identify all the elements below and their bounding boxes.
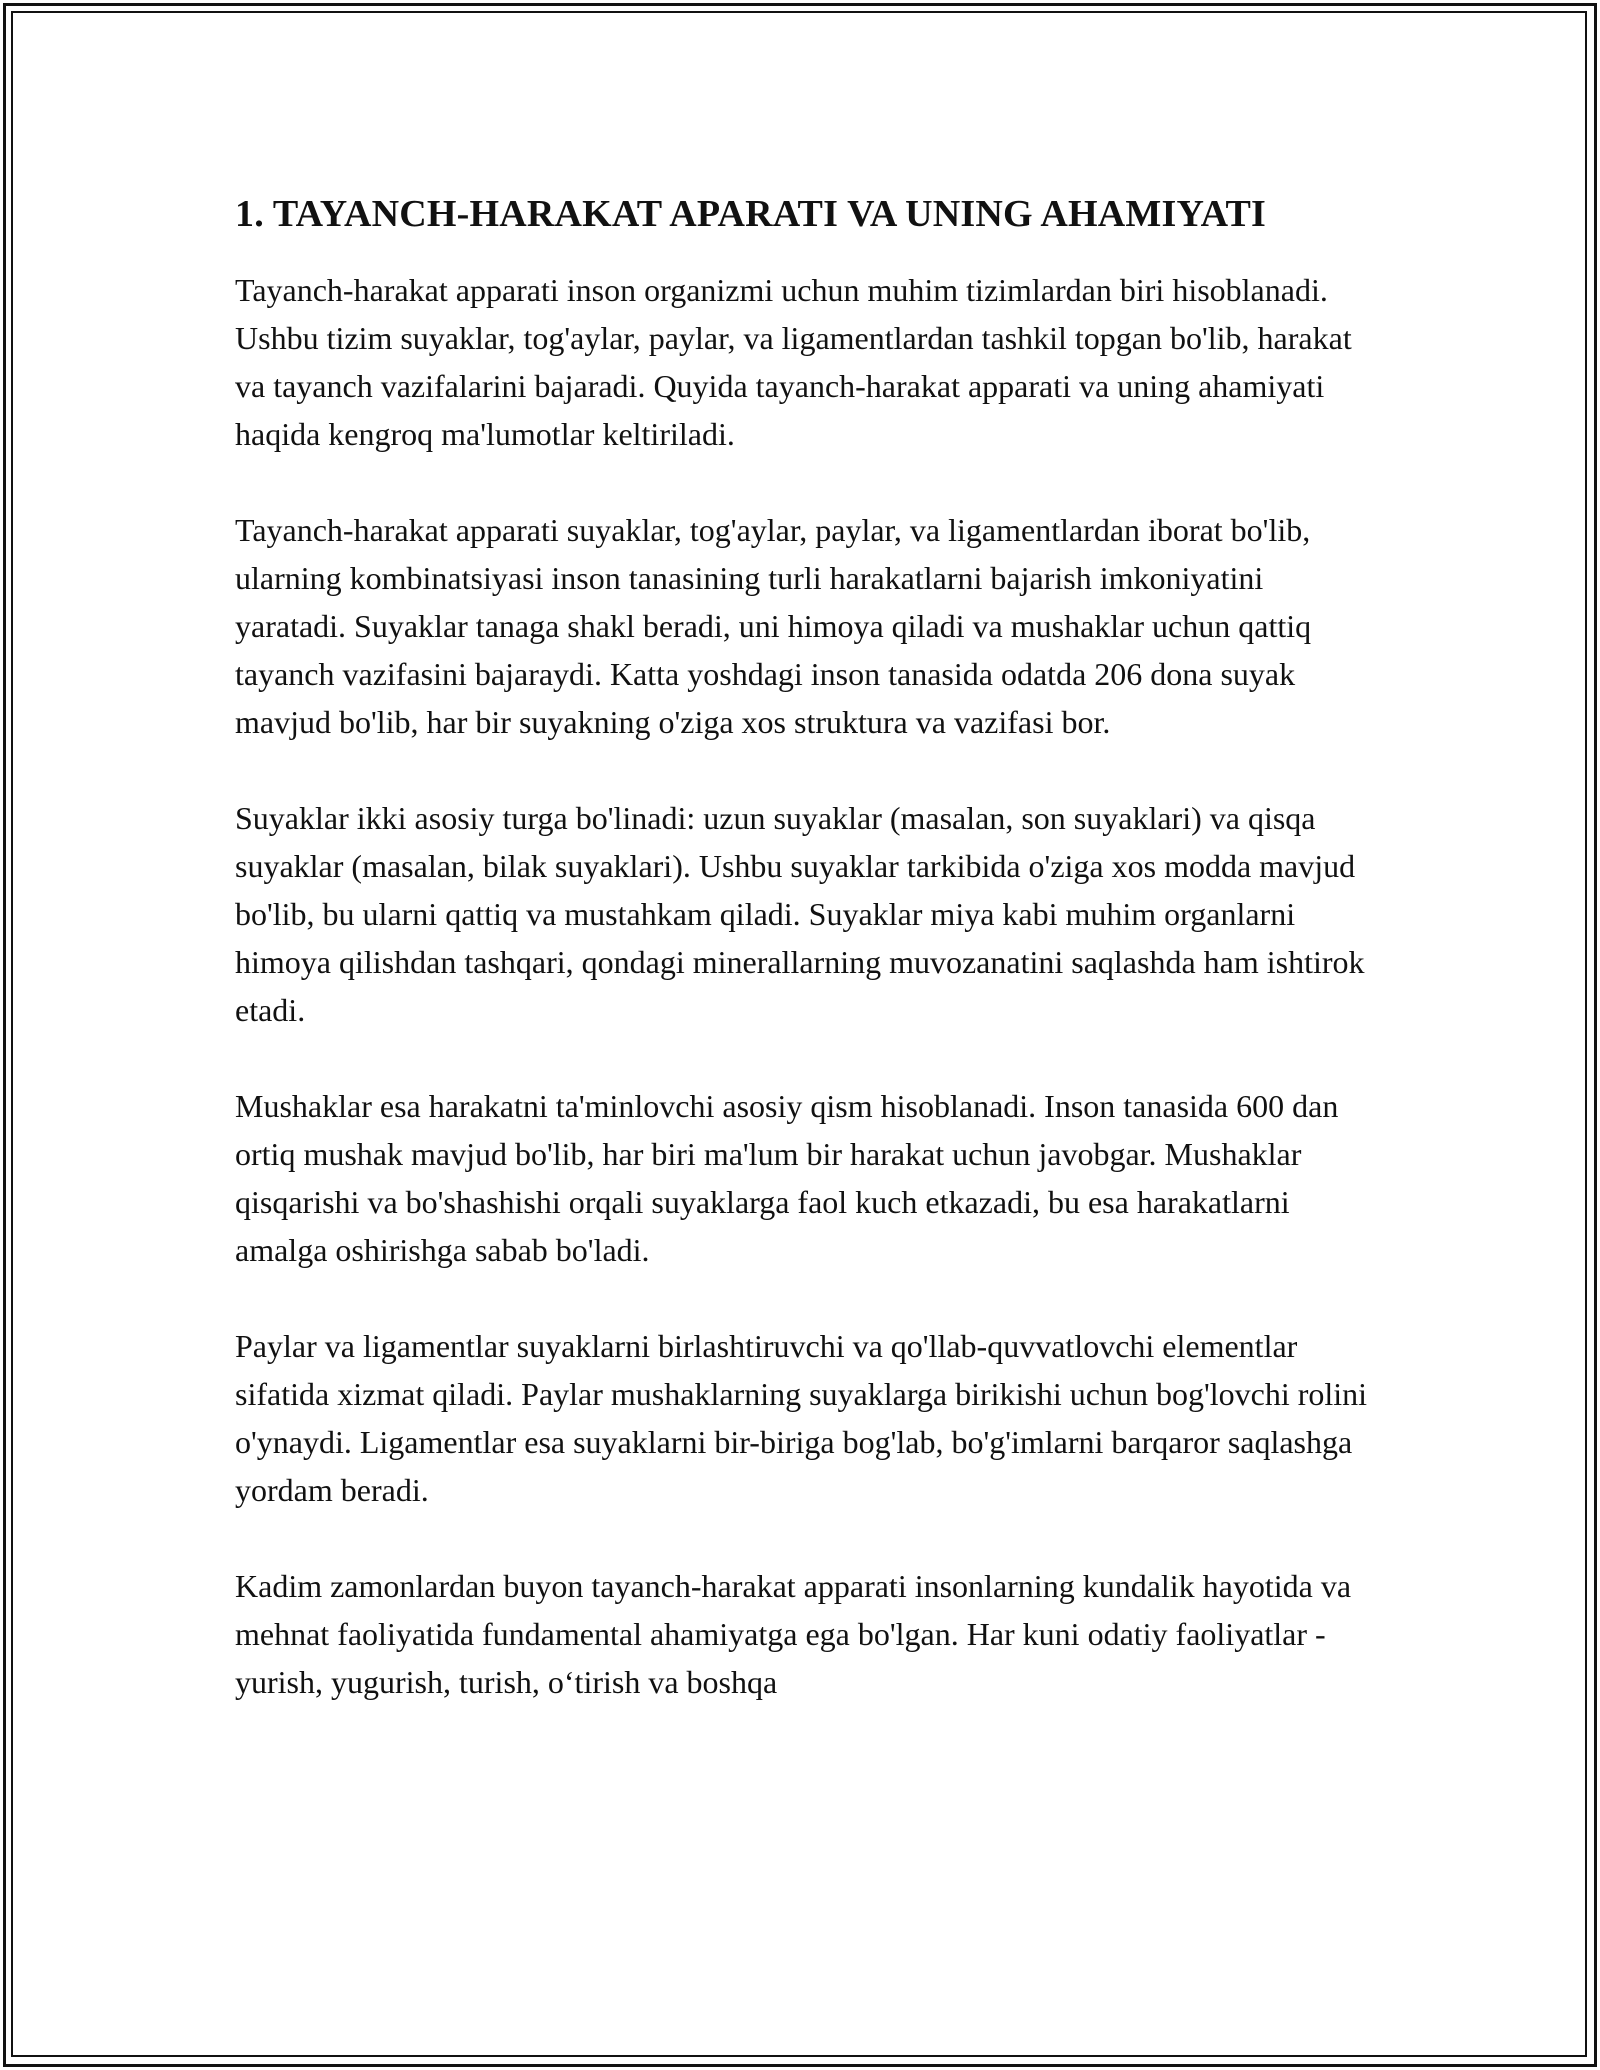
paragraph-6: Kadim zamonlardan buyon tayanch-harakat apparati insonlarning kundalik hayotida va mehnat faoliyatida fundamental ahamiyatga ega bo'lgan. Har kuni odatiy faoliyatlar - yurish, yugurish, turish, o‘tirish va boshqa bbox=[235, 1568, 1352, 1700]
paragraph-5: Paylar va ligamentlar suyaklarni birlashtiruvchi va qo'llab-quvvatlovchi elementlar sifatida xizmat qiladi. Paylar mushaklarning suyaklarga birikishi uchun bog'lovchi rolini o'ynaydi. Ligamentlar esa suyaklarni bir-biriga bog'lab, bo'g'imlarni barqaror saqlashga yordam beradi. bbox=[235, 1328, 1368, 1508]
paragraph-1: Tayanch-harakat apparati inson organizmi uchun muhim tizimlardan biri hisoblanadi. Ushbu tizim suyaklar, tog'aylar, paylar, va ligamentlardan tashkil topgan bo'lib, harakat va tayanch vazifalarini bajaradi. Quyida tayanch-harakat apparati va uning ahamiyati haqida kengroq ma'lumotlar keltiriladi. bbox=[235, 272, 1352, 452]
paragraph-2: Tayanch-harakat apparati suyaklar, tog'aylar, paylar, va ligamentlardan iborat bo'lib, ularning kombinatsiyasi inson tanasining turli harakatlarni bajarish imkoniyatini yaratadi. Suyaklar tanaga shakl beradi, uni himoya qiladi va mushaklar uchun qattiq tayanch vazifasini bajaraydi. Katta yoshdagi inson tanasida odatda 206 dona suyak mavjud bo'lib, har bir suyakning o'ziga xos struktura va vazifasi bor. bbox=[235, 512, 1312, 740]
document-body bbox=[235, 190, 1375, 1706]
paragraph-4: Mushaklar esa harakatni ta'minlovchi asosiy qism hisoblanadi. Inson tanasida 600 dan ortiq mushak mavjud bo'lib, har biri ma'lum bir harakat uchun javobgar. Mushaklar qisqarishi va bo'shashishi orqali suyaklarga faol kuch etkazadi, bu esa harakatlarni amalga oshirishga sabab bo'ladi. bbox=[235, 1088, 1339, 1268]
paragraph-3: Suyaklar ikki asosiy turga bo'linadi: uzun suyaklar (masalan, son suyaklari) va qisqa suyaklar (masalan, bilak suyaklari). Ushbu suyaklar tarkibida o'ziga xos modda mavjud bo'lib, bu ularni qattiq va mustahkam qiladi. Suyaklar miya kabi muhim organlarni himoya qilishdan tashqari, qondagi minerallarning muvozanatini saqlashda ham ishtirok etadi. bbox=[235, 800, 1365, 1028]
section-title: 1. TAYANCH-HARAKAT APARATI VA UNING AHAMIYATI bbox=[235, 193, 1266, 235]
